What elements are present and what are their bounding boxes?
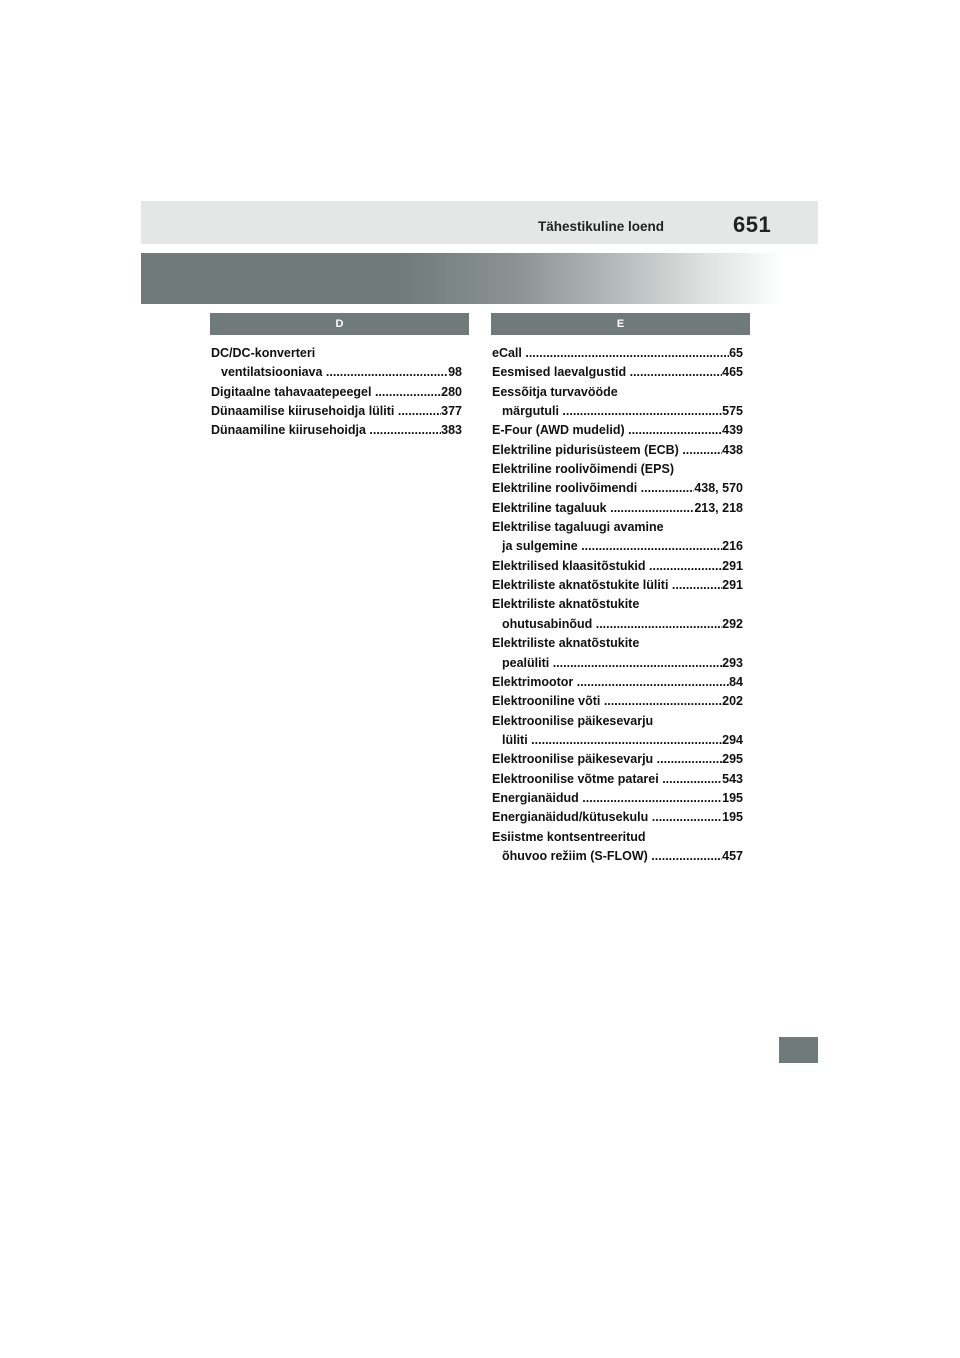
index-entry-page: 543 bbox=[722, 771, 743, 786]
index-entry-term: Elektrooniline võti ..... bbox=[492, 692, 722, 711]
index-entry-term: Elektriline tagaluuk ..... bbox=[492, 499, 694, 518]
index-entry bbox=[492, 460, 743, 479]
index-entry bbox=[492, 634, 743, 673]
index-entry-term: Elektrimootor ..... bbox=[492, 673, 729, 692]
index-entry bbox=[492, 692, 743, 711]
index-entry-page: 295 bbox=[722, 752, 743, 767]
index-entry bbox=[492, 808, 743, 827]
index-entry bbox=[492, 673, 743, 692]
index-entry bbox=[492, 576, 743, 595]
section-header-d: D bbox=[210, 313, 469, 335]
index-entry-page: 377 bbox=[441, 404, 462, 419]
index-entry bbox=[492, 518, 743, 557]
index-entry-page: 216 bbox=[722, 539, 743, 554]
index-entry-page: 195 bbox=[722, 790, 743, 805]
index-entry-page: 195 bbox=[722, 810, 743, 825]
index-entry-page: 292 bbox=[722, 616, 743, 631]
index-entry-page: 65 bbox=[729, 346, 743, 360]
index-entry-page: 293 bbox=[722, 655, 743, 670]
index-entry bbox=[492, 828, 743, 867]
index-list-d bbox=[211, 344, 462, 441]
index-entry bbox=[492, 344, 743, 363]
index-entry-term: ohutusabinõud ..... bbox=[502, 615, 722, 634]
index-entry bbox=[492, 441, 743, 460]
chapter-side-tab bbox=[779, 1037, 818, 1063]
index-entry-page: 84 bbox=[729, 674, 743, 689]
index-entry bbox=[492, 363, 743, 382]
index-entry-term: Dünaamilise kiirusehoidja lüliti ..... bbox=[211, 402, 441, 421]
index-entry-term: eCall ..... bbox=[492, 344, 729, 363]
index-entry bbox=[492, 557, 743, 576]
index-entry-page: 98 bbox=[448, 365, 462, 380]
index-entry-term: Elektriline roolivõimendi (EPS) bbox=[492, 462, 674, 477]
index-entry-page: 438 bbox=[722, 442, 743, 457]
index-entry bbox=[492, 383, 743, 422]
index-entry-term: ja sulgemine ..... bbox=[502, 537, 722, 556]
decorative-gradient-band bbox=[141, 253, 818, 304]
index-entry-page: 575 bbox=[722, 404, 743, 419]
page-number: 651 bbox=[733, 212, 772, 237]
index-entry-heading: Elektriliste aknatõstukite bbox=[492, 636, 640, 651]
index-entry-term: pealüliti ..... bbox=[502, 654, 722, 673]
index-entry-term: Elektriline pidurisüsteem (ECB) ..... bbox=[492, 441, 722, 460]
index-entry-heading: Elektriliste aknatõstukite bbox=[492, 597, 640, 612]
index-entry-term: ventilatsiooniava ..... bbox=[221, 363, 448, 382]
index-entry-page: 291 bbox=[722, 578, 743, 593]
index-entry bbox=[211, 402, 462, 421]
index-entry-page: 457 bbox=[722, 848, 743, 863]
header-band bbox=[141, 201, 818, 244]
index-entry-term: lüliti ..... bbox=[502, 731, 722, 750]
index-entry-term: Digitaalne tahavaatepeegel ..... bbox=[211, 383, 441, 402]
index-entry bbox=[492, 750, 743, 769]
index-entry-page: 439 bbox=[722, 423, 743, 438]
index-entry-page: 438, 570 bbox=[694, 481, 743, 496]
index-entry-page: 213, 218 bbox=[694, 500, 743, 515]
index-entry-term: Elektriline roolivõimendi ..... bbox=[492, 479, 694, 498]
index-entry-term: Elektroonilise päikesevarju ..... bbox=[492, 750, 722, 769]
index-entry-term: Elektroonilise võtme patarei ..... bbox=[492, 770, 722, 789]
index-entry-term: Dünaamiline kiirusehoidja ..... bbox=[211, 421, 441, 440]
index-entry-term: Energianäidud/kütusekulu ..... bbox=[492, 808, 722, 827]
index-list-e bbox=[492, 344, 743, 866]
index-entry bbox=[492, 770, 743, 789]
index-entry bbox=[211, 383, 462, 402]
index-entry-term: Elektriliste aknatõstukite lüliti ..... bbox=[492, 576, 722, 595]
index-entry-term: õhuvoo režiim (S-FLOW) ..... bbox=[502, 847, 722, 866]
index-entry bbox=[492, 421, 743, 440]
index-entry-page: 294 bbox=[722, 732, 743, 747]
index-entry bbox=[492, 789, 743, 808]
index-entry-heading: Esiistme kontsentreeritud bbox=[492, 829, 646, 844]
index-entry bbox=[211, 421, 462, 440]
page-header-title: Tähestikuline loend bbox=[538, 219, 665, 234]
index-entry-page: 291 bbox=[722, 558, 743, 573]
index-entry-heading: DC/DC-konverteri bbox=[211, 346, 316, 360]
index-entry bbox=[492, 479, 743, 498]
index-entry-term: E-Four (AWD mudelid) ..... bbox=[492, 421, 722, 440]
index-entry-heading: Eessõitja turvavööde bbox=[492, 384, 618, 399]
index-entry-page: 202 bbox=[722, 694, 743, 709]
index-entry-heading: Elektroonilise päikesevarju bbox=[492, 713, 654, 728]
index-entry bbox=[211, 344, 462, 383]
index-entry-page: 280 bbox=[441, 384, 462, 399]
index-entry bbox=[492, 712, 743, 751]
index-entry-term: Eesmised laevalgustid ..... bbox=[492, 363, 722, 382]
index-entry-term: märgutuli ..... bbox=[502, 402, 722, 421]
section-header-e: E bbox=[491, 313, 750, 335]
index-entry bbox=[492, 595, 743, 634]
index-entry-term: Elektrilised klaasitõstukid ..... bbox=[492, 557, 722, 576]
index-entry-page: 383 bbox=[441, 423, 462, 438]
index-entry-heading: Elektrilise tagaluugi avamine bbox=[492, 520, 664, 535]
index-entry bbox=[492, 499, 743, 518]
index-entry-term: Energianäidud ..... bbox=[492, 789, 722, 808]
index-entry-page: 465 bbox=[722, 365, 743, 380]
